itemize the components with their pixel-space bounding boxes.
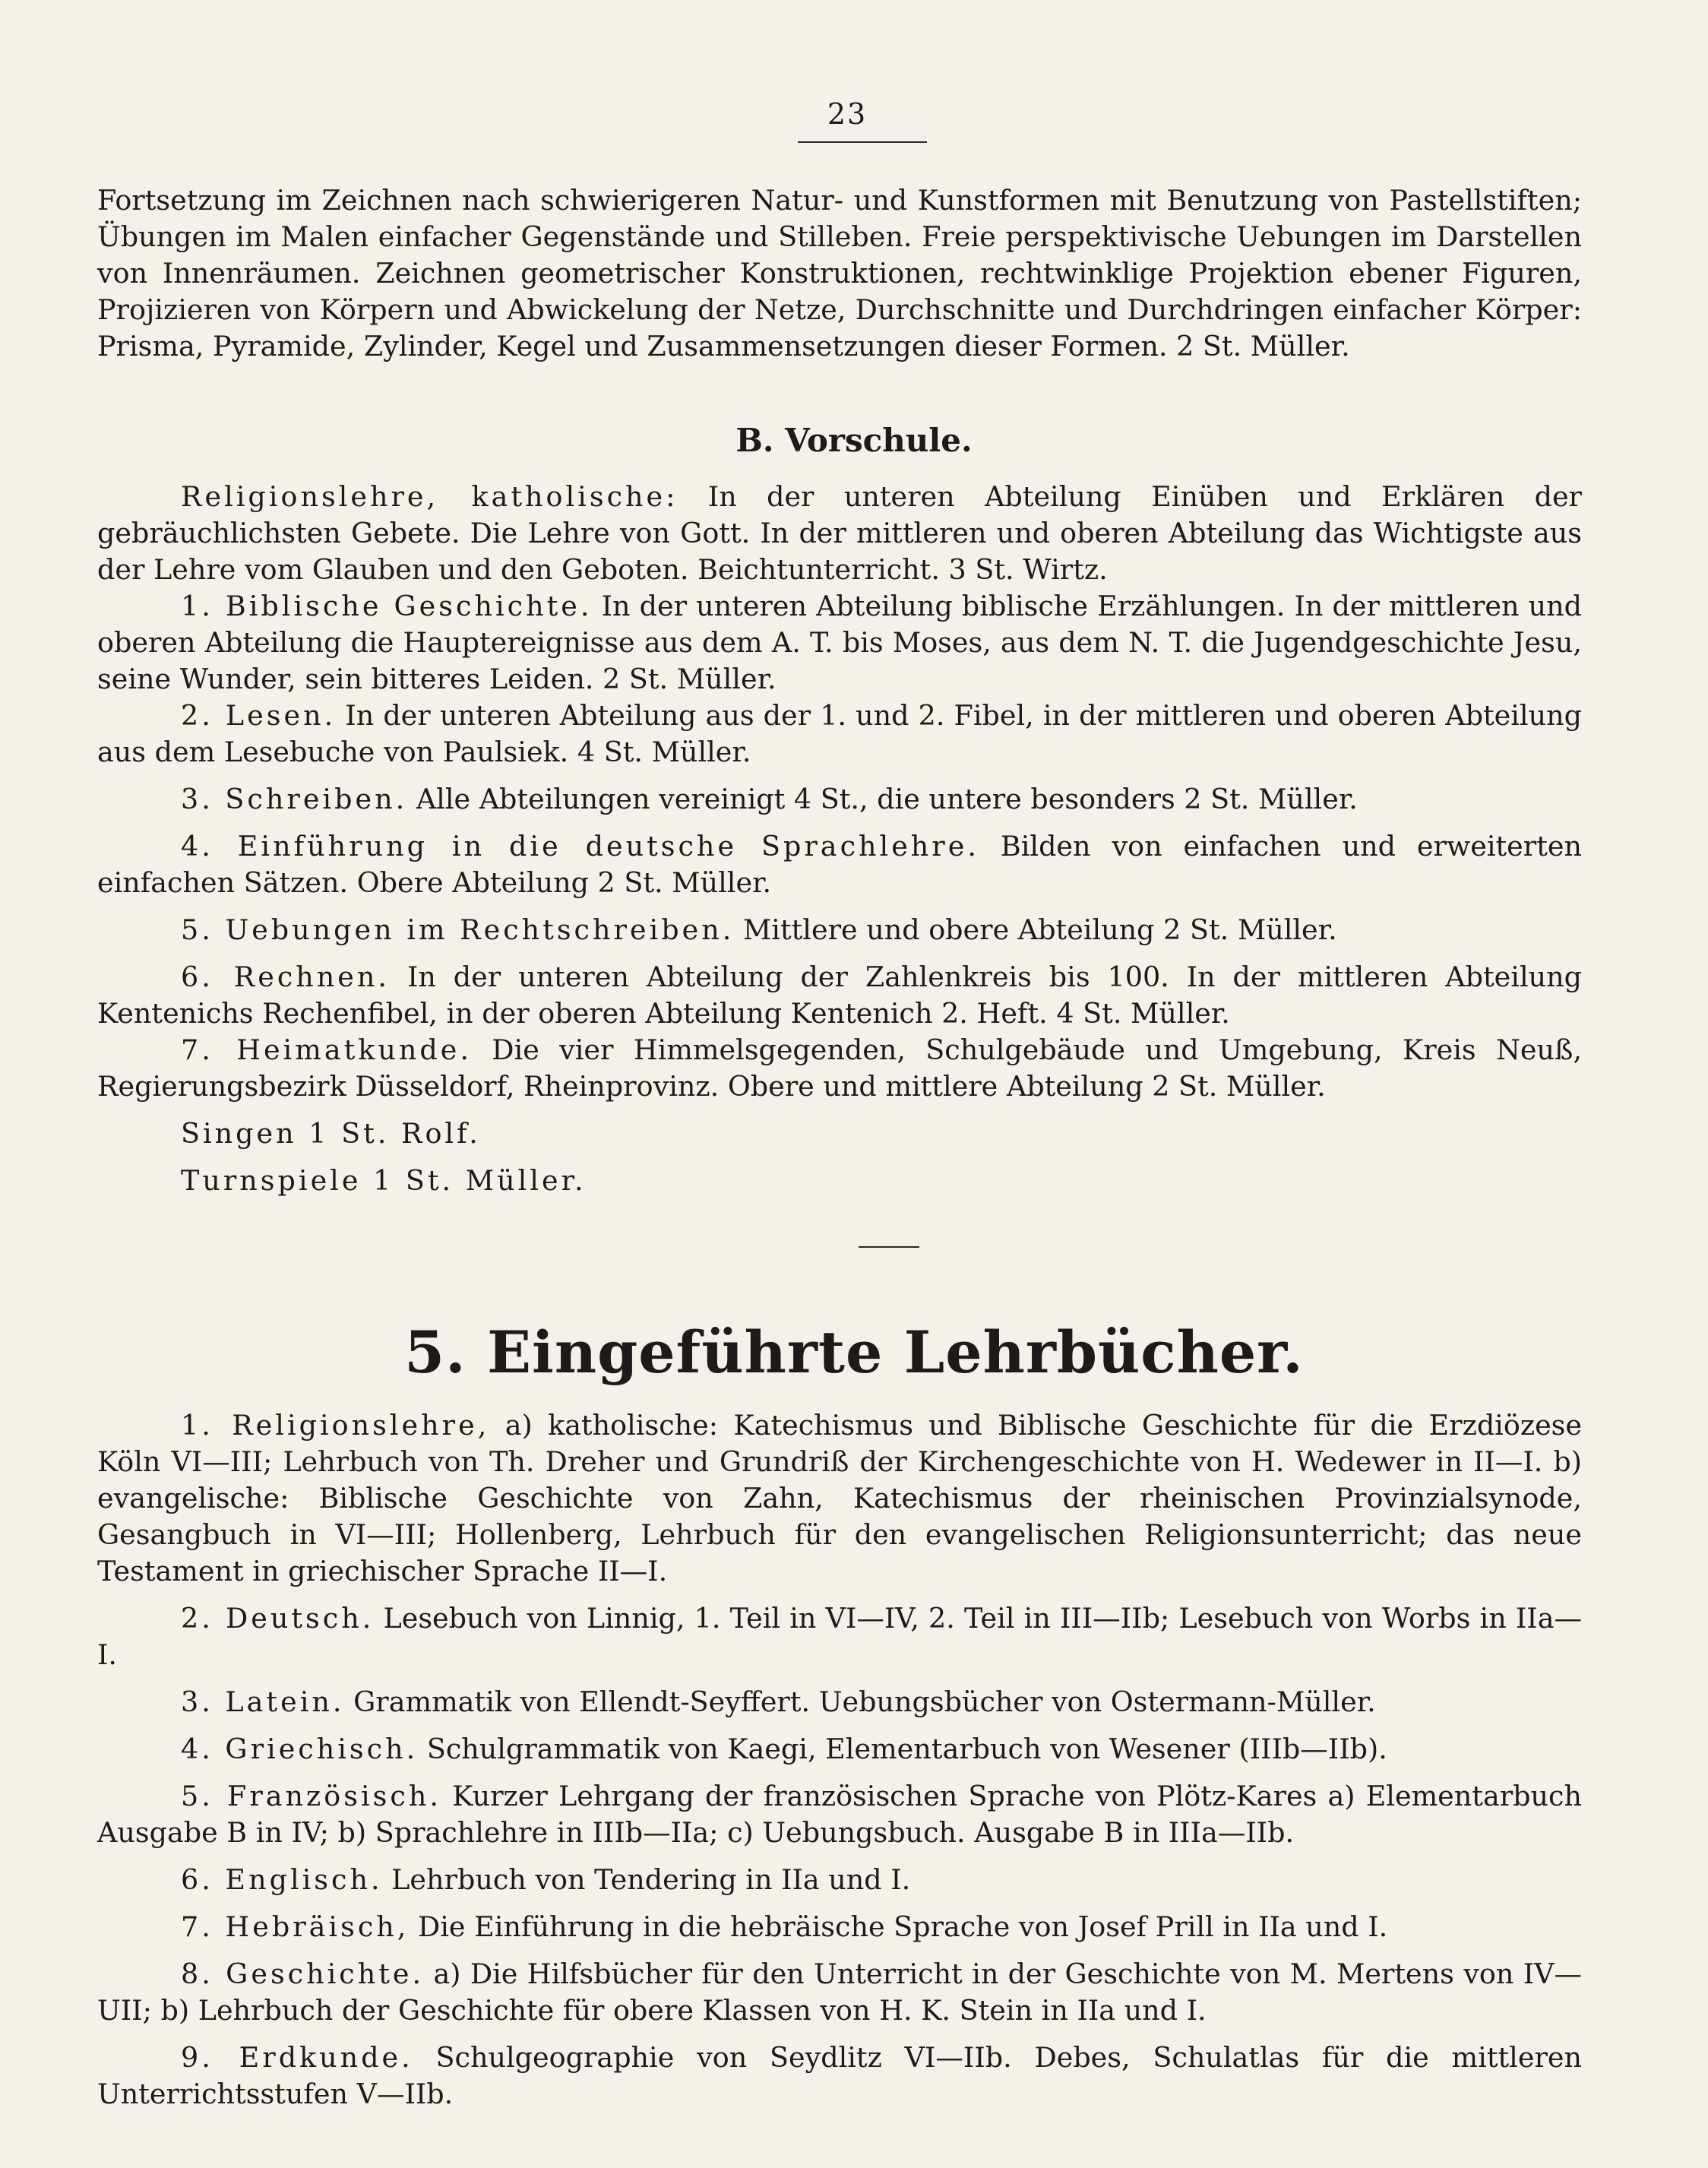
religion-text: In der unteren Abteilung Einüben und Erklären der gebräuchlichsten Gebete. Die Lehre von Gott. In der mittleren und oberen Abteilung das Wichtigste aus der Lehre vom Glauben und den Geboten. Beichtunterricht. 3 St. Wirtz. <box>97 480 1582 586</box>
item-text: Mittlere und obere Abteilung 2 St. Müller. <box>734 913 1337 946</box>
list-item <box>97 1684 1582 1720</box>
item-label: 4. Einführung in die deutsche Sprachlehre. <box>181 830 979 862</box>
item-label: 9. Erdkunde. <box>181 2041 413 2074</box>
list-item <box>97 1600 1582 1673</box>
list-item <box>97 1032 1582 1105</box>
item-text: Bilden von einfachen und erweiterten einfachen Sätzen. Obere Abteilung 2 St. Müller. <box>97 830 1582 899</box>
section-heading: 5. Eingeführte Lehrbücher. <box>404 1318 1304 1386</box>
singen-line: Singen 1 St. Rolf. <box>181 1117 481 1150</box>
list-item <box>97 588 1582 698</box>
section-divider <box>859 1246 919 1248</box>
item-label: 5. Uebungen im Rechtschreiben. <box>181 913 735 946</box>
list-item <box>97 698 1582 771</box>
item-label: 4. Griechisch. <box>181 1733 419 1765</box>
item-label: 3. Latein. <box>181 1685 345 1718</box>
item-label: 2. Deutsch. <box>181 1602 375 1635</box>
item-text: a) katholische: Katechismus und Biblische Geschichte für die Erzdiözese Köln VI—III; Lehrbuch von Th. Dreher und Grundriß der Kirchengeschichte von H. Wedewer in II—I. b) evangelische: Biblische Geschichte von Zahn, Katechismus der rheinischen Provinzialsynode, Gesangbuch in VI—III; Hollenberg, Lehrbuch für den evangelischen Religionsunterricht; das neue Testament in griechischer Sprache II—I. <box>97 1409 1582 1587</box>
religion-paragraph <box>97 479 1582 588</box>
list-item <box>97 828 1582 901</box>
drawing-continuation <box>97 182 1582 365</box>
list-item <box>97 781 1582 818</box>
vorschule-heading: B. Vorschule. <box>735 422 973 459</box>
item-label: 3. Schreiben. <box>181 783 408 815</box>
item-label: 5. Französisch. <box>181 1780 441 1812</box>
list-item <box>97 1731 1582 1768</box>
intro-paragraph: Fortsetzung im Zeichnen nach schwierigeren Natur- und Kunstformen mit Benutzung von Pastellstiften; Übungen im Malen einfacher Gegenstände und Stilleben. Freie perspektivische Uebungen im Darstellen von Innenräumen. Zeichnen geometrischer Konstruktionen, rechtwinklige Projektion ebener Figuren, Projizieren von Körpern und Abwickelung der Netze, Durchschnitte und Durchdringen einfacher Körper: Prisma, Pyramide, Zylinder, Kegel und Zusammensetzungen dieser Formen. 2 St. Müller. <box>97 184 1582 362</box>
item-label: 8. Geschichte. <box>181 1958 425 1990</box>
turnspiele-line: Turnspiele 1 St. Müller. <box>181 1164 587 1197</box>
textbooks-section <box>97 1407 1582 2123</box>
item-text: Alle Abteilungen vereinigt 4 St., die untere besonders 2 St. Müller. <box>407 783 1358 815</box>
list-item <box>97 1909 1582 1945</box>
item-text: Lehrbuch von Tendering in IIa und I. <box>382 1863 911 1896</box>
list-item <box>97 1956 1582 2029</box>
item-text: In der unteren Abteilung der Zahlenkreis bis 100. In der mittleren Abteilung Kentenichs Rechenfibel, in der oberen Abteilung Kentenich 2. Heft. 4 St. Müller. <box>97 961 1582 1030</box>
item-label: 7. Hebräisch, <box>181 1910 410 1943</box>
vorschule-section <box>97 479 1582 1210</box>
item-label: 1. Religionslehre, <box>181 1409 490 1442</box>
list-item <box>97 1778 1582 1851</box>
item-label: 6. Englisch. <box>181 1863 383 1896</box>
list-item <box>97 1862 1582 1898</box>
item-text: Schulgrammatik von Kaegi, Elementarbuch von Wesener (IIIb—IIb). <box>418 1733 1387 1765</box>
list-item <box>97 1407 1582 1590</box>
item-text: a) Die Hilfsbücher für den Unterricht in der Geschichte von M. Mertens von IV—UII; b) Lehrbuch der Geschichte für obere Klassen von H. K. Stein in IIa und I. <box>97 1958 1582 2027</box>
item-text: Die vier Himmelsgegenden, Schulgebäude und Umgebung, Kreis Neuß, Regierungsbezirk Düsseldorf, Rheinprovinz. Obere und mittlere Abteilung 2 St. Müller. <box>97 1033 1582 1103</box>
header-rule <box>798 141 927 143</box>
item-label: 1. Biblische Geschichte. <box>181 590 593 622</box>
item-text: In der unteren Abteilung aus der 1. und 2. Fibel, in der mittleren und oberen Abteilung aus dem Lesebuche von Paulsiek. 4 St. Müller. <box>97 699 1582 768</box>
item-text: In der unteren Abteilung biblische Erzählungen. In der mittleren und oberen Abteilung die Hauptereignisse aus dem A. T. bis Moses, aus dem N. T. die Jugendgeschichte Jesu, seine Wunder, sein bitteres Leiden. 2 St. Müller. <box>97 590 1582 695</box>
list-item <box>97 959 1582 1032</box>
item-text: Grammatik von Ellendt-Seyffert. Uebungsbücher von Ostermann-Müller. <box>344 1685 1376 1718</box>
item-label: 2. Lesen. <box>181 699 337 732</box>
list-item <box>97 2040 1582 2113</box>
religion-label: Religionslehre, katholische: <box>181 480 678 513</box>
item-text: Die Einführung in die hebräische Sprache von Josef Prill in IIa und I. <box>409 1910 1388 1943</box>
item-label: 6. Rechnen. <box>181 961 391 993</box>
item-text: Kurzer Lehrgang der französischen Sprache von Plötz-Kares a) Elementarbuch Ausgabe B in IV; b) Sprachlehre in IIIb—IIa; c) Uebungsbuch. Ausgabe B in IIIa—IIb. <box>97 1780 1582 1849</box>
item-label: 7. Heimatkunde. <box>181 1033 472 1066</box>
list-item <box>97 912 1582 948</box>
page-number: 23 <box>827 97 868 131</box>
item-text: Schulgeographie von Seydlitz VI—IIb. Debes, Schulatlas für die mittleren Unterrichtsstufen V—IIb. <box>97 2041 1582 2110</box>
item-text: Lesebuch von Linnig, 1. Teil in VI—IV, 2. Teil in III—IIb; Lesebuch von Worbs in IIa—I. <box>97 1602 1582 1671</box>
